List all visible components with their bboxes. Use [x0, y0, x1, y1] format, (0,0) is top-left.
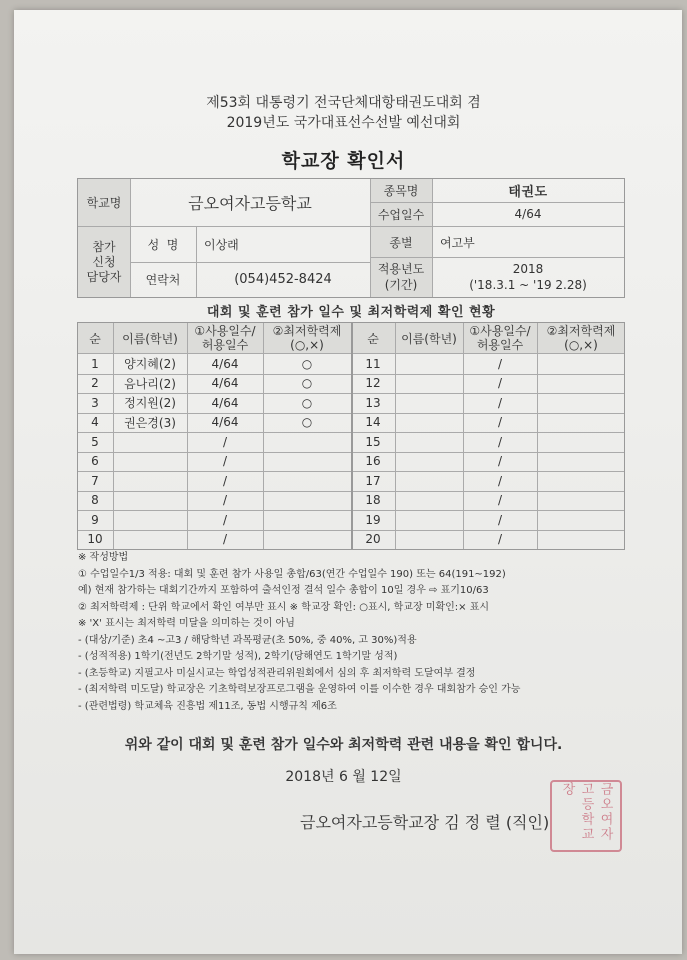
- header-min-left: [263, 323, 351, 353]
- applicant-label-line-2: 신청: [92, 254, 116, 269]
- cell-no: 1: [91, 356, 99, 371]
- cell-no: 3: [91, 395, 99, 410]
- cell-days: 4/64: [211, 415, 239, 430]
- note-line: ※ 작성방법: [78, 552, 129, 563]
- cell-name: 음나리(2): [124, 376, 176, 391]
- instructions: [78, 550, 638, 715]
- cell-name: [395, 393, 463, 413]
- cell-name: 양지혜(2): [124, 357, 176, 372]
- cell-days: /: [497, 532, 503, 547]
- cell-no: 5: [91, 434, 99, 449]
- cell-days: /: [497, 473, 503, 488]
- header-days-left-line-2: 허용일수: [201, 338, 249, 352]
- cell-days: /: [222, 512, 228, 527]
- cell-days: /: [497, 395, 503, 410]
- cell-no: 10: [87, 532, 103, 547]
- cell-name: [113, 471, 187, 491]
- note-line: - (대상/기준) 초4 ~고3 / 해당학년 과목평균(초 50%, 중 40%, 고 30%)적용: [78, 634, 417, 646]
- cell-name: [395, 471, 463, 491]
- cell-days: /: [497, 356, 503, 371]
- cell-days: /: [222, 493, 228, 508]
- header-days-left-line-1: ①사용일수/: [194, 324, 256, 338]
- cell-name: [113, 432, 187, 452]
- header-name-right: 이름(학년): [401, 331, 457, 346]
- category-value: 여고부: [440, 235, 475, 250]
- cell-name: [113, 510, 187, 530]
- days-value: 4/64: [514, 207, 542, 221]
- cell-min: [537, 530, 625, 550]
- note-line: - (성적적용) 1학기(전년도 2학기말 성적), 2학기(당해연도 1학기말 성적): [78, 651, 398, 662]
- cell-no: 4: [91, 415, 99, 430]
- note-line: - (관련법령) 학교체육 진흥법 제11조, 동법 시행규칙 제6조: [78, 700, 337, 712]
- cell-days: /: [497, 376, 503, 391]
- cell-no: 16: [365, 454, 381, 469]
- cell-no: 18: [365, 493, 381, 508]
- school-name: 금오여자고등학교: [188, 194, 312, 213]
- cell-name: [113, 452, 187, 472]
- cell-no: 17: [365, 473, 381, 488]
- cell-days: /: [222, 434, 228, 449]
- cell-name: [395, 510, 463, 530]
- cell-no: 9: [91, 512, 99, 527]
- name-label: 성 명: [147, 238, 179, 252]
- category-label: 종별: [370, 227, 432, 257]
- cell-no: 15: [365, 434, 381, 449]
- cell-name: [395, 413, 463, 433]
- cell-no: 6: [91, 454, 99, 469]
- year-label: [370, 257, 432, 297]
- cell-name: [395, 530, 463, 550]
- cell-days: /: [222, 473, 228, 488]
- cell-name: 권은경(3): [124, 415, 176, 430]
- cell-days: /: [497, 512, 503, 527]
- cell-no: 20: [365, 532, 381, 547]
- header-days-right-line-2: 허용일수: [476, 338, 524, 352]
- cell-min: [537, 374, 625, 394]
- school-label: 학교명: [78, 179, 130, 226]
- header-name-left: 이름(학년): [122, 331, 178, 346]
- issue-date: 2018년 6 월 12일: [285, 769, 402, 785]
- confirmation-text: 위와 같이 대회 및 훈련 참가 일수와 최저학력 관련 내용을 확인 합니다.: [124, 737, 563, 753]
- note-line: ※ 'X' 표시는 최저학력 미달을 의미하는 것이 아님: [78, 618, 295, 629]
- cell-days: /: [497, 434, 503, 449]
- note-line: - (최저학력 미도달) 학교장은 기초학력보장프로그램을 운영하여 이를 이수한 경우 대회참가 승인 가능: [78, 684, 521, 695]
- applicant-label-line-1: 참가: [92, 239, 116, 254]
- year-number: 2018: [512, 262, 544, 276]
- cell-min: [263, 471, 351, 491]
- applicant-label: [78, 227, 130, 297]
- header-min-right-line-2: (○,×): [564, 338, 598, 352]
- header-min-left-line-1: ②최저학력제: [272, 324, 342, 338]
- header-no-right: 순: [367, 331, 379, 346]
- cell-min: [263, 530, 351, 550]
- cell-min: [537, 432, 625, 452]
- cell-min: [537, 354, 625, 374]
- header-days-right: [463, 323, 537, 353]
- cell-name: [113, 530, 187, 550]
- note-line: ① 수업일수1/3 적용: 대회 및 훈련 참가 사용일 총합/63(연간 수업일수 190) 또는 64(191~192): [78, 568, 506, 580]
- cell-name: [395, 432, 463, 452]
- cell-days: /: [497, 415, 503, 430]
- contact-label: 연락처: [145, 273, 181, 287]
- cell-min: [537, 393, 625, 413]
- year-label-line-2: (기간): [384, 278, 418, 292]
- cell-min: [537, 452, 625, 472]
- year-label-line-1: 적용년도: [377, 262, 425, 276]
- header-days-right-line-1: ①사용일수/: [469, 324, 531, 338]
- cell-name: 정지원(2): [124, 396, 176, 411]
- cell-no: 14: [365, 415, 381, 430]
- event-value: 태권도: [508, 185, 548, 200]
- cell-no: 2: [91, 376, 99, 391]
- cell-min: ○: [301, 415, 313, 430]
- header-days-left: [187, 323, 263, 353]
- cell-min: ○: [301, 376, 313, 391]
- cell-name: [395, 354, 463, 374]
- year-value: [432, 257, 624, 297]
- header-min-right: [537, 323, 625, 353]
- cell-days: 4/64: [211, 356, 239, 371]
- cell-min: [537, 413, 625, 433]
- cell-name: [395, 374, 463, 394]
- cell-no: 12: [365, 376, 381, 391]
- year-period: ('18.3.1 ~ '19 2.28): [469, 278, 587, 292]
- cell-min: ○: [301, 356, 313, 371]
- cell-min: [263, 432, 351, 452]
- cell-days: /: [222, 532, 228, 547]
- header-no-left: 순: [89, 331, 101, 346]
- cell-no: 7: [91, 473, 99, 488]
- note-line: ② 최저학력제 : 단위 학교에서 확인 여부만 표시 ※ 학교장 확인: ○표시, 학교장 미확인:× 표시: [78, 601, 490, 613]
- cell-no: 19: [365, 512, 381, 527]
- cell-min: [537, 471, 625, 491]
- applicant-label-line-3: 담당자: [86, 269, 122, 284]
- header-min-right-line-1: ②최저학력제: [546, 324, 616, 338]
- cell-name: [113, 491, 187, 511]
- cell-min: [263, 491, 351, 511]
- cell-min: ○: [301, 395, 313, 410]
- note-line: 예) 현재 참가하는 대회기간까지 포함하여 출석인정 결석 일수 총합이 10일 경우 ⇨ 표기10/63: [78, 585, 489, 596]
- document-title: 학교장 확인서: [281, 150, 406, 172]
- contact-value: (054)452-8424: [234, 272, 332, 287]
- note-line: - (초등학교) 지필고사 미실시교는 학업성적관리위원회에서 심의 후 최저학력 도달여부 결정: [78, 667, 476, 679]
- cell-no: 8: [91, 493, 99, 508]
- cell-days: /: [497, 454, 503, 469]
- name-value: 이상래: [204, 238, 239, 252]
- cell-min: [263, 452, 351, 472]
- cell-name: [395, 452, 463, 472]
- cell-min: [537, 510, 625, 530]
- header-min-left-line-2: (○,×): [290, 338, 324, 352]
- event-label: 종목명: [370, 179, 432, 202]
- official-seal: 금오여자고등학교장: [550, 780, 622, 852]
- section-title: 대회 및 훈련 참가 일수 및 최저학력제 확인 현황: [206, 304, 496, 320]
- cell-days: 4/64: [211, 376, 239, 391]
- cell-no: 13: [365, 395, 381, 410]
- days-label: 수업일수: [370, 202, 432, 226]
- cell-days: /: [497, 493, 503, 508]
- header-line-2: 2019년도 국가대표선수선발 예선대회: [226, 115, 461, 131]
- header-line-1: 제53회 대통령기 전국단체대항태권도대회 겸: [206, 95, 481, 111]
- cell-min: [263, 510, 351, 530]
- cell-no: 11: [365, 356, 381, 371]
- cell-name: [395, 491, 463, 511]
- cell-days: 4/64: [211, 395, 239, 410]
- principal-signature: 금오여자고등학교장 김 정 렬 (직인): [300, 813, 550, 832]
- cell-min: [537, 491, 625, 511]
- cell-days: /: [222, 454, 228, 469]
